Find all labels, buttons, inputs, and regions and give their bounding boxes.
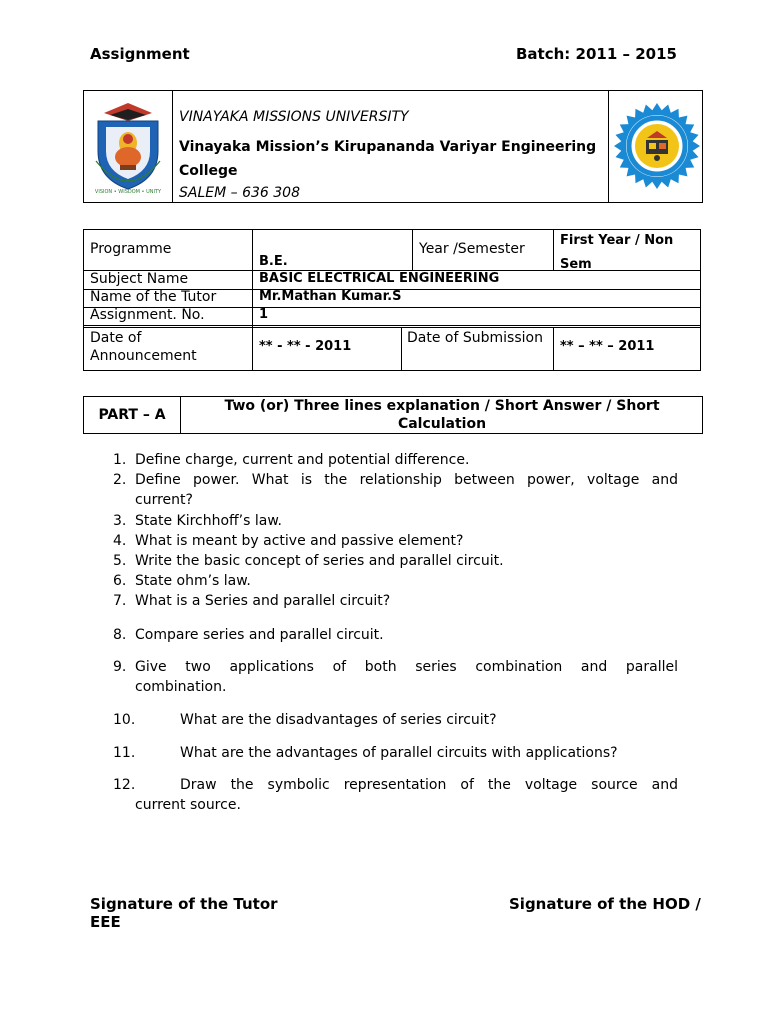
question-text: Draw the symbolic representation of the voltage source and [180, 777, 678, 793]
year-semester-label: Year /Semester [419, 241, 525, 257]
question-number: 9. [113, 659, 127, 675]
question-text: State Kirchhoff’s law. [135, 513, 282, 529]
university-crest-icon [90, 99, 166, 195]
question-text-continued: combination. [135, 679, 227, 695]
svg-text:VISION • WISDOM • UNITY: VISION • WISDOM • UNITY [94, 189, 162, 195]
question-number: 6. [113, 573, 127, 589]
tutor-signature: Signature of the Tutor EEE [90, 895, 278, 931]
question-number: 1. [113, 452, 127, 468]
programme-label: Programme [90, 241, 172, 257]
assignment-number-value: 1 [259, 307, 269, 322]
part-a-header [83, 396, 703, 434]
subject-name-value: BASIC ELECTRICAL ENGINEERING [259, 271, 500, 286]
programme-value: B.E. [259, 254, 288, 269]
question-text: What is meant by active and passive element? [135, 533, 464, 549]
question-text: What are the disadvantages of series circuit? [180, 712, 497, 728]
question-number: 2. [113, 472, 127, 488]
question-number: 10. [113, 712, 136, 728]
college-name: Vinayaka Mission’s Kirupananda Variyar Engineering College [179, 139, 597, 179]
part-a-description: Two (or) Three lines explanation / Short Answer / Short Calculation [224, 398, 660, 432]
college-header [83, 90, 703, 203]
document-title: Assignment [90, 45, 190, 63]
subject-name-label: Subject Name [90, 271, 189, 287]
question-text-continued: current? [135, 492, 193, 508]
year-semester-value: First Year / Non Sem [560, 233, 674, 272]
university-name: VINAYAKA MISSIONS UNIVERSITY [179, 109, 409, 125]
hod-signature: Signature of the HOD / [509, 895, 701, 913]
question-number: 11. [113, 745, 136, 761]
batch-label: Batch: 2011 – 2015 [516, 45, 677, 63]
question-number: 3. [113, 513, 127, 529]
question-text: Define charge, current and potential difference. [135, 452, 470, 468]
part-a-label: PART – A [84, 397, 181, 433]
college-city: SALEM – 636 308 [179, 185, 300, 201]
question-number: 4. [113, 533, 127, 549]
question-text: Give two applications of both series combination and parallel [135, 659, 678, 675]
submission-date-value: ** – ** – 2011 [560, 339, 655, 354]
question-text: State ohm’s law. [135, 573, 251, 589]
submission-date-label: Date of Submission [407, 330, 543, 346]
question-text: What are the advantages of parallel circuits with applications? [180, 745, 618, 761]
question-text: What is a Series and parallel circuit? [135, 593, 391, 609]
university-seal-icon [614, 97, 700, 195]
question-number: 8. [113, 627, 127, 643]
tutor-name-value: Mr.Mathan Kumar.S [259, 289, 402, 304]
assignment-info-table [83, 229, 703, 372]
question-number: 12. [113, 777, 136, 793]
question-text-continued: current source. [135, 797, 241, 813]
question-text: Define power. What is the relationship between power, voltage and [135, 472, 678, 488]
tutor-name-label: Name of the Tutor [90, 289, 217, 305]
question-text: Write the basic concept of series and parallel circuit. [135, 553, 504, 569]
question-number: 5. [113, 553, 127, 569]
question-number: 7. [113, 593, 127, 609]
announcement-date-label: Date of Announcement [90, 330, 197, 364]
announcement-date-value: ** - ** - 2011 [259, 339, 352, 354]
question-text: Compare series and parallel circuit. [135, 627, 384, 643]
assignment-number-label: Assignment. No. [90, 307, 205, 323]
